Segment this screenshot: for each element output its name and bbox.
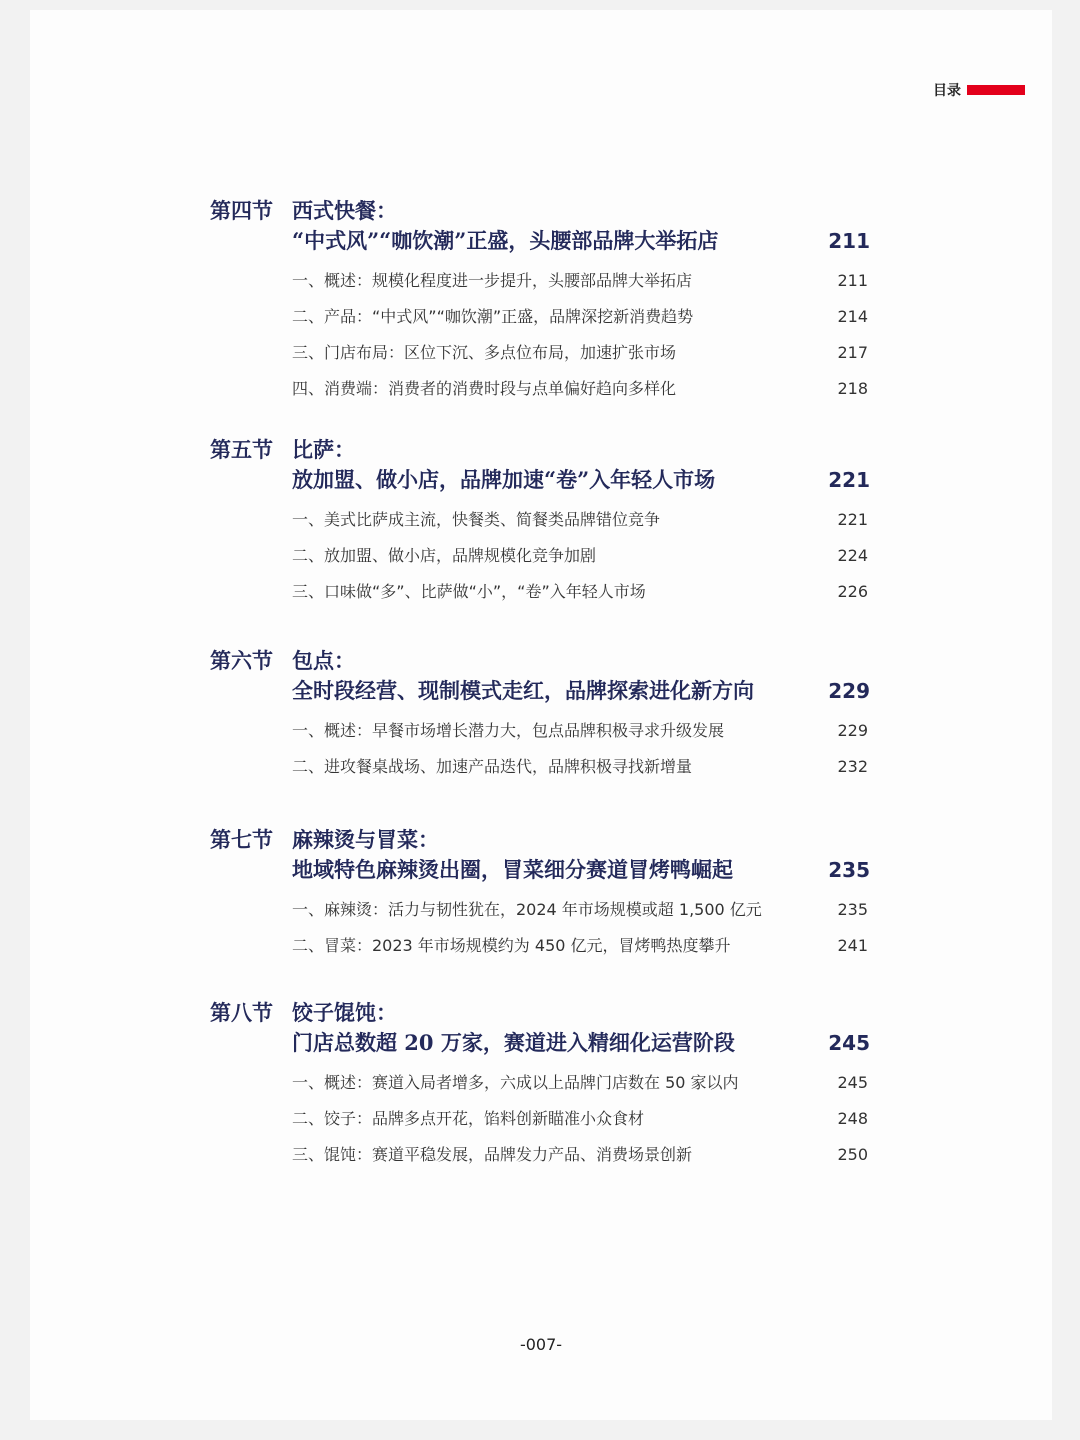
toc-entry bbox=[292, 263, 870, 299]
toc-entry-text: 二、冒菜：2023 年市场规模约为 450 亿元，冒烤鸭热度攀升 bbox=[292, 936, 731, 955]
toc-entry-page: 211 bbox=[837, 271, 868, 290]
toc-entry-text: 四、消费端：消费者的消费时段与点单偏好趋向多样化 bbox=[292, 379, 677, 398]
toc-entry-page: 245 bbox=[837, 1073, 868, 1092]
section-subtitle: 门店总数超 20 万家，赛道进入精细化运营阶段 bbox=[292, 1030, 735, 1055]
toc-entry-text: 二、饺子：品牌多点开花，馅料创新瞄准小众食材 bbox=[292, 1109, 645, 1128]
toc-section bbox=[210, 825, 870, 964]
section-number: 第六节 bbox=[210, 648, 273, 673]
toc-entry bbox=[292, 335, 870, 371]
toc-entry-text: 三、口味做“多”、比萨做“小”，“卷”入年轻人市场 bbox=[292, 582, 646, 601]
toc-entry-page: 218 bbox=[837, 379, 868, 398]
page-number: -007- bbox=[519, 1335, 563, 1354]
toc-entry-page: 226 bbox=[837, 582, 868, 601]
toc-section bbox=[210, 998, 870, 1173]
toc-label: 目录 bbox=[933, 83, 961, 99]
toc-entry-text: 三、馄饨：赛道平稳发展，品牌发力产品、消费场景创新 bbox=[292, 1145, 693, 1164]
section-subtitle: 全时段经营、现制模式走红，品牌探索进化新方向 bbox=[292, 678, 754, 703]
toc-entry bbox=[292, 1065, 870, 1101]
toc-entry-page: 221 bbox=[837, 510, 868, 529]
section-page-number: 221 bbox=[828, 468, 870, 492]
toc-entry-page: 248 bbox=[837, 1109, 868, 1128]
toc-entry-text: 一、概述：规模化程度进一步提升，头腰部品牌大举拓店 bbox=[292, 271, 693, 290]
toc-section bbox=[210, 196, 870, 407]
toc-entry-page: 250 bbox=[837, 1145, 868, 1164]
section-heading bbox=[210, 196, 870, 226]
page bbox=[30, 10, 1052, 1420]
section-page-number: 245 bbox=[828, 1031, 870, 1055]
section-number: 第八节 bbox=[210, 1000, 273, 1025]
toc-entry-text: 二、进攻餐桌战场、加速产品迭代，品牌积极寻找新增量 bbox=[292, 757, 693, 776]
toc-entry bbox=[292, 928, 870, 964]
section-subtitle-line bbox=[210, 465, 870, 495]
section-subtitle: 地域特色麻辣烫出圈，冒菜细分赛道冒烤鸭崛起 bbox=[292, 857, 733, 882]
toc-entry-text: 一、概述：赛道入局者增多，六成以上品牌门店数在 50 家以内 bbox=[292, 1073, 739, 1092]
toc-items bbox=[210, 502, 870, 610]
toc-entry-text: 二、放加盟、做小店，品牌规模化竞争加剧 bbox=[292, 546, 597, 565]
section-heading bbox=[210, 435, 870, 465]
toc-entry-text: 一、概述：早餐市场增长潜力大，包点品牌积极寻求升级发展 bbox=[292, 721, 725, 740]
section-title: 麻辣烫与冒菜： bbox=[292, 827, 439, 852]
toc-entry bbox=[292, 713, 870, 749]
toc-entry bbox=[292, 299, 870, 335]
toc-entry bbox=[292, 574, 870, 610]
toc-entry bbox=[292, 892, 870, 928]
section-page-number: 229 bbox=[828, 679, 870, 703]
section-number: 第七节 bbox=[210, 827, 273, 852]
toc-entry bbox=[292, 1137, 870, 1173]
toc-entry bbox=[292, 1101, 870, 1137]
toc-entry bbox=[292, 371, 870, 407]
section-heading bbox=[210, 646, 870, 676]
toc-entry-page: 241 bbox=[837, 936, 868, 955]
section-title: 比萨： bbox=[292, 437, 355, 462]
section-subtitle-line bbox=[210, 226, 870, 256]
toc-entry-page: 214 bbox=[837, 307, 868, 326]
toc-entry-text: 二、产品：“中式风”“咖饮潮”正盛，品牌深挖新消费趋势 bbox=[292, 307, 694, 326]
toc-items bbox=[210, 263, 870, 407]
section-heading bbox=[210, 825, 870, 855]
section-page-number: 235 bbox=[828, 858, 870, 882]
section-subtitle-line bbox=[210, 676, 870, 706]
toc-items bbox=[210, 1065, 870, 1173]
section-title: 饺子馄饨： bbox=[292, 1000, 397, 1025]
toc-entry-page: 224 bbox=[837, 546, 868, 565]
toc-entry bbox=[292, 538, 870, 574]
section-subtitle-line bbox=[210, 1028, 870, 1058]
section-subtitle: “中式风”“咖饮潮”正盛，头腰部品牌大举拓店 bbox=[292, 228, 719, 253]
toc-entry-page: 229 bbox=[837, 721, 868, 740]
toc-section bbox=[210, 435, 870, 610]
page-header bbox=[933, 80, 1025, 100]
toc-items bbox=[210, 892, 870, 964]
toc-entry-page: 235 bbox=[837, 900, 868, 919]
section-page-number: 211 bbox=[828, 229, 870, 253]
toc-entry-page: 232 bbox=[837, 757, 868, 776]
toc-entry-text: 一、麻辣烫：活力与韧性犹在，2024 年市场规模或超 1,500 亿元 bbox=[292, 900, 762, 919]
section-subtitle-line bbox=[210, 855, 870, 885]
section-subtitle: 放加盟、做小店，品牌加速“卷”入年轻人市场 bbox=[292, 467, 716, 492]
toc-entry-text: 三、门店布局：区位下沉、多点位布局，加速扩张市场 bbox=[292, 343, 677, 362]
accent-bar bbox=[967, 85, 1025, 95]
toc-entry-page: 217 bbox=[837, 343, 868, 362]
section-number: 第四节 bbox=[210, 198, 273, 223]
section-number: 第五节 bbox=[210, 437, 273, 462]
toc-entry-text: 一、美式比萨成主流，快餐类、简餐类品牌错位竞争 bbox=[292, 510, 661, 529]
section-title: 西式快餐： bbox=[292, 198, 397, 223]
toc-section bbox=[210, 646, 870, 785]
section-heading bbox=[210, 998, 870, 1028]
toc-entry bbox=[292, 502, 870, 538]
toc-items bbox=[210, 713, 870, 785]
section-title: 包点： bbox=[292, 648, 355, 673]
toc-entry bbox=[292, 749, 870, 785]
